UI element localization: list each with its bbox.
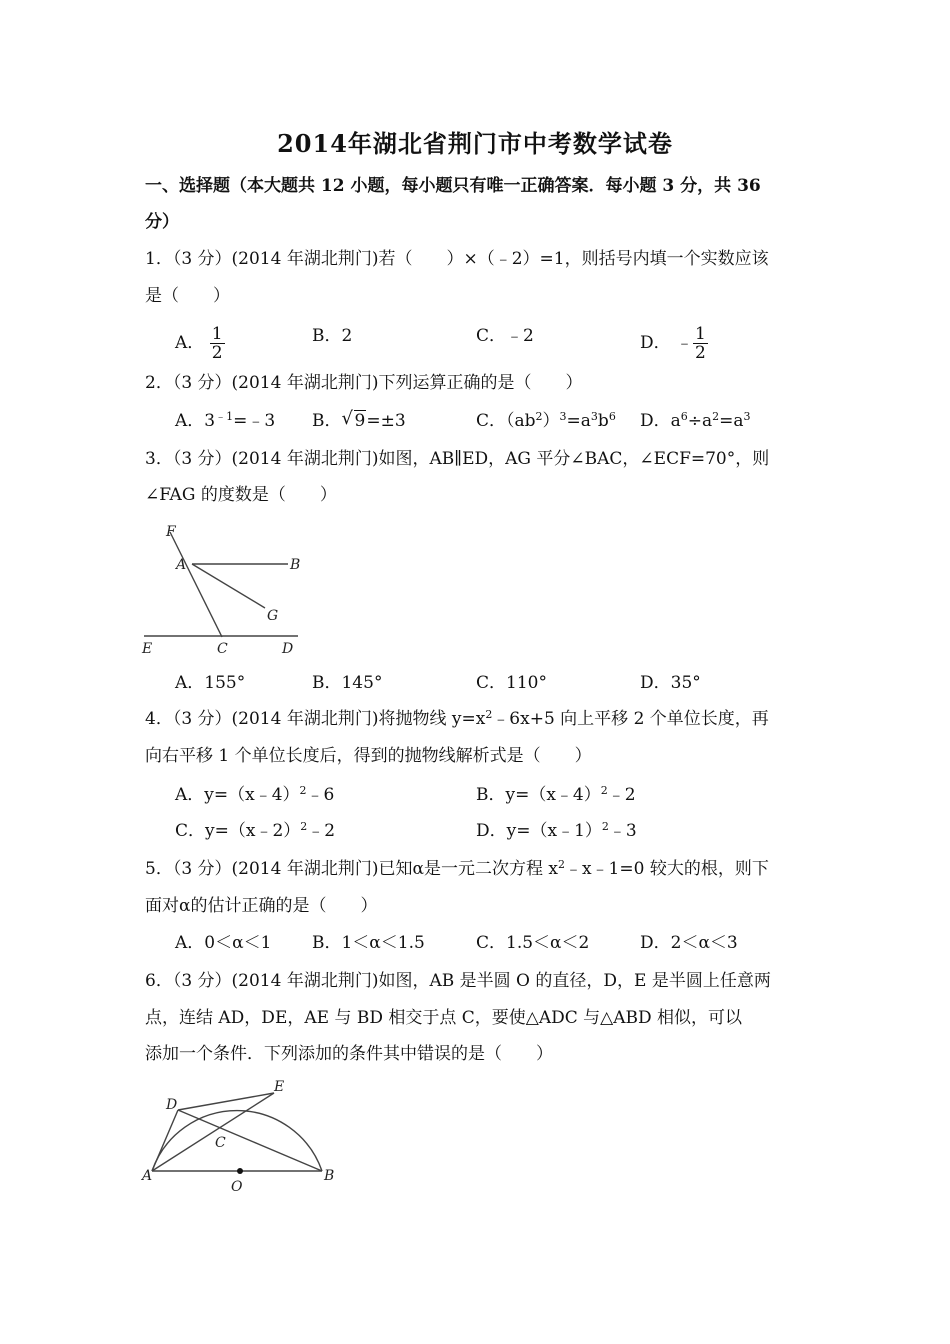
fraction: $\frac{1}{2}$	[695, 324, 706, 363]
q3-option-a: A．155°	[175, 673, 246, 693]
q1-stem-cont: 是（ ）	[145, 286, 230, 306]
q2-option-d: D．$a^6\div a^2=a^3$	[640, 410, 751, 431]
q5-option-d: D．2＜α＜3	[640, 933, 738, 953]
line-ag	[192, 564, 265, 608]
section-heading-cont: 分）	[145, 212, 179, 232]
label-e: E	[274, 1079, 285, 1095]
q5-option-c: C．1.5＜α＜2	[476, 933, 590, 953]
label-f: F	[166, 524, 176, 540]
q2-option-a: A．$3^{﹣1}=﹣3$	[175, 410, 276, 431]
q3-stem-cont: ∠FAG 的度数是（ ）	[145, 485, 337, 505]
label-d: D	[282, 641, 294, 657]
q3-stem: 3．（3 分）(2014 年湖北荆门)如图，AB∥ED，AG 平分∠BAC，∠ECF=70°，则	[145, 449, 770, 469]
semicircle-arc	[152, 1111, 322, 1171]
q5-stem-cont: 面对α的估计正确的是（ ）	[145, 896, 378, 916]
sqrt-symbol: √ 9	[341, 408, 366, 431]
q4-stem-cont: 向右平移 1 个单位长度后，得到的抛物线解析式是（ ）	[145, 746, 592, 766]
center-point-o	[237, 1168, 243, 1174]
label-g: G	[267, 608, 279, 624]
q3-option-b: B．145°	[312, 673, 383, 693]
label-b: B	[324, 1168, 335, 1184]
q4-option-b: B．y=（x﹣4）$^2$﹣2	[476, 784, 636, 805]
label-b: B	[290, 557, 301, 573]
q6-figure	[140, 1075, 350, 1195]
line-ad	[152, 1110, 178, 1171]
q1-option-a: A． $\frac{1}{2}$	[175, 324, 223, 363]
q2-option-c: C．$(ab^2)^3=a^3b^6$	[476, 410, 616, 431]
q3-option-d: D．35°	[640, 673, 701, 693]
q4-option-c: C．y=（x﹣2）$^2$﹣2	[175, 820, 336, 841]
q3-figure	[140, 520, 310, 660]
label-c: C	[217, 641, 228, 657]
q5-option-a: A．0＜α＜1	[175, 933, 272, 953]
q4-stem: 4．（3 分）(2014 年湖北荆门)将抛物线 $y=x^2﹣6x+5$ 向上平移 2 个单位长度，再	[145, 708, 769, 729]
q1-option-b: B．2	[312, 326, 353, 346]
fraction: $\frac{1}{2}$	[211, 324, 223, 363]
q1-stem: 1．（3 分）(2014 年湖北荆门)若（ ）×（﹣2）=1，则括号内填一个实数应该	[145, 249, 769, 269]
label-e: E	[142, 641, 153, 657]
q2-option-b: B． √ 9=±3	[312, 408, 406, 431]
label-a: A	[142, 1168, 153, 1184]
page-title: 2014年湖北省荆门市中考数学试卷	[277, 129, 673, 158]
label-d: D	[166, 1097, 178, 1113]
q4-option-a: A．y=（x﹣4）$^2$﹣6	[175, 784, 335, 805]
section-heading: 一、选择题（本大题共 12 小题，每小题只有唯一正确答案．每小题 3 分，共 36	[145, 176, 761, 196]
label-o: O	[231, 1179, 243, 1195]
q5-stem: 5．（3 分）(2014 年湖北荆门)已知α是一元二次方程 $x^2﹣x﹣1=0$ 较大的根，则下	[145, 858, 769, 879]
q2-stem: 2．（3 分）(2014 年湖北荆门)下列运算正确的是（ ）	[145, 373, 583, 393]
q6-stem-cont: 点，连结 AD，DE，AE 与 BD 相交于点 C，要使△ADC 与△ABD 相似，可以	[145, 1008, 743, 1028]
q1-option-d: D． ﹣ $\frac{1}{2}$	[640, 324, 706, 363]
label-c: C	[215, 1135, 226, 1151]
q6-stem-cont2: 添加一个条件．下列添加的条件其中错误的是（ ）	[145, 1044, 553, 1064]
q1-option-c: C．﹣2	[476, 326, 534, 346]
q3-option-c: C．110°	[476, 673, 547, 693]
label-a: A	[176, 557, 187, 573]
q6-stem: 6．（3 分）(2014 年湖北荆门)如图，AB 是半圆 O 的直径，D，E 是半圆上任意两	[145, 971, 771, 991]
q5-option-b: B．1＜α＜1.5	[312, 933, 425, 953]
line-fc	[170, 532, 222, 637]
q4-option-d: D．y=（x﹣1）$^2$﹣3	[476, 820, 637, 841]
